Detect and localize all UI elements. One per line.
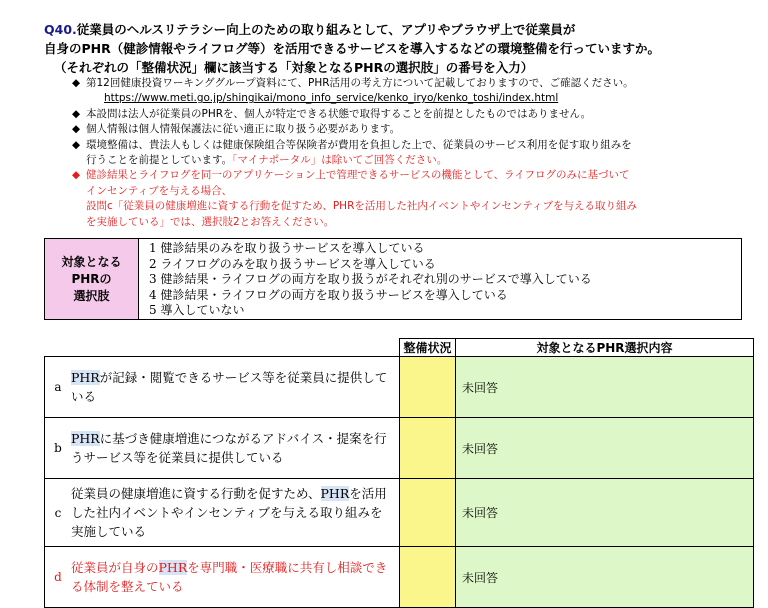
status-input-cell[interactable]	[400, 547, 456, 608]
answer-cell: 未回答	[456, 479, 754, 547]
header-answer: 対象となるPHR選択内容	[456, 339, 754, 357]
option-item: 3 健診結果・ライフログの両方を取り扱うがそれぞれ別のサービスで導入している	[149, 272, 592, 287]
answer-cell: 未回答	[456, 547, 754, 608]
note-5-cont-3	[72, 215, 637, 230]
note-3-text: 個人情報は個人情報保護法に従い適正に取り扱う必要があります。	[86, 123, 401, 136]
diamond-bullet-icon: ◆	[72, 123, 81, 136]
question-line-2: 自身のPHR（健診情報やライフログ等）を活用できるサービスを導入するなどの環境整備を行っていますか。	[44, 41, 661, 56]
status-input-cell[interactable]	[400, 357, 456, 418]
note-4	[72, 138, 637, 153]
phr-options-box	[44, 238, 742, 320]
note-5-text-a: 健診結果とライフログを同一のアプリケーション上で管理できるサービスの機能として、ライフログのみに基づいて	[86, 169, 630, 182]
note-5-text-b: インセンティブを与える場合、	[86, 184, 233, 197]
note-5	[72, 168, 637, 183]
answer-cell: 未回答	[456, 357, 754, 418]
note-5-cont-1	[72, 184, 637, 199]
question-text-1: 従業員のヘルスリテラシー向上のための取り組みとして、アプリやブラウザ上で従業員が	[76, 22, 576, 37]
status-input-cell[interactable]	[400, 418, 456, 479]
question-line-1	[44, 20, 660, 39]
table-row	[45, 357, 754, 418]
diamond-bullet-icon: ◆	[72, 169, 81, 182]
table-header-blank	[45, 339, 400, 357]
diamond-bullet-icon: ◆	[72, 138, 81, 151]
reference-link[interactable]: https://www.meti.go.jp/shingikai/mono_info_service/kenko_iryo/kenko_toshi/index.html	[104, 92, 559, 105]
phr-highlight: PHR	[71, 370, 100, 385]
phr-options-list	[149, 241, 592, 319]
table-row	[45, 547, 754, 608]
note-5-text-c: 設問c「従業員の健康増進に資する行動を促すため、PHRを活用した社内イベントやインセンティブを与える取り組み	[86, 200, 638, 213]
header-status: 整備状況	[400, 339, 456, 357]
row-letter: c	[45, 479, 72, 547]
option-item: 4 健診結果・ライフログの両方を取り扱うサービスを導入している	[149, 287, 508, 302]
option-item: 2 ライフログのみを取り扱うサービスを導入している	[149, 256, 436, 271]
note-4-cont	[72, 153, 637, 168]
table-row	[45, 479, 754, 547]
status-input-cell[interactable]	[400, 479, 456, 547]
question-line-3: （それぞれの「整備状況」欄に該当する「対象となるPHRの選択肢」の番号を入力）	[54, 60, 534, 75]
row-letter: a	[45, 357, 72, 418]
notes-block	[72, 76, 637, 230]
note-1-url-row	[72, 91, 637, 106]
table-header-row	[45, 339, 754, 357]
diamond-bullet-icon: ◆	[72, 107, 81, 120]
row-text: 従業員の健康増進に資する行動を促すため、PHRを活用した社内イベントやインセンティブを与える取り組みを実施している	[71, 479, 400, 547]
note-4-text-a: 環境整備は、貴法人もしくは健康保険組合等保険者が費用を負担した上で、従業員のサービス利用を促す取り組みを	[86, 138, 632, 151]
row-letter: d	[45, 547, 72, 608]
note-1-text: 第12回健康投資ワーキンググループ資料にて、PHR活用の考え方について記載しておりますので、ご確認ください。	[86, 77, 634, 89]
row-text: PHRに基づき健康増進につながるアドバイス・提案を行うサービス等を従業員に提供している	[71, 418, 400, 479]
question-block	[44, 20, 660, 77]
note-2	[72, 107, 637, 122]
question-number: Q40.	[44, 22, 77, 37]
options-label-line-2: PHRの	[71, 271, 112, 286]
phr-options-label	[45, 239, 139, 319]
option-item: 1 健診結果のみを取り扱うサービスを導入している	[149, 241, 425, 255]
diamond-bullet-icon: ◆	[72, 77, 81, 89]
note-4-text-b: 行うことを前提としています。	[86, 154, 233, 167]
note-4-text-red: 「マイナポータル」は除いてご回答ください。	[232, 154, 448, 167]
answer-table	[44, 338, 754, 608]
table-row	[45, 418, 754, 479]
answer-cell: 未回答	[456, 418, 754, 479]
option-item: 5 導入していない	[149, 303, 245, 318]
note-2-text: 本設問は法人が従業員のPHRを、個人が特定できる状態で取得することを前提としたものではありません。	[86, 107, 592, 120]
note-5-text-d: を実施している」では、選択肢2とお答えください。	[86, 215, 335, 228]
row-letter: b	[45, 418, 72, 479]
options-label-line-1: 対象となる	[61, 254, 122, 269]
note-3	[72, 122, 637, 137]
row-text: PHRが記録・閲覧できるサービス等を従業員に提供している	[71, 357, 400, 418]
phr-highlight: PHR	[158, 560, 188, 575]
phr-highlight: PHR	[320, 486, 350, 501]
phr-highlight: PHR	[71, 431, 100, 446]
note-1	[72, 76, 637, 91]
options-label-line-3: 選択肢	[73, 288, 110, 303]
row-text: 従業員が自身のPHRを専門職・医療職に共有し相談できる体制を整えている	[71, 547, 400, 608]
note-5-cont-2	[72, 199, 637, 214]
